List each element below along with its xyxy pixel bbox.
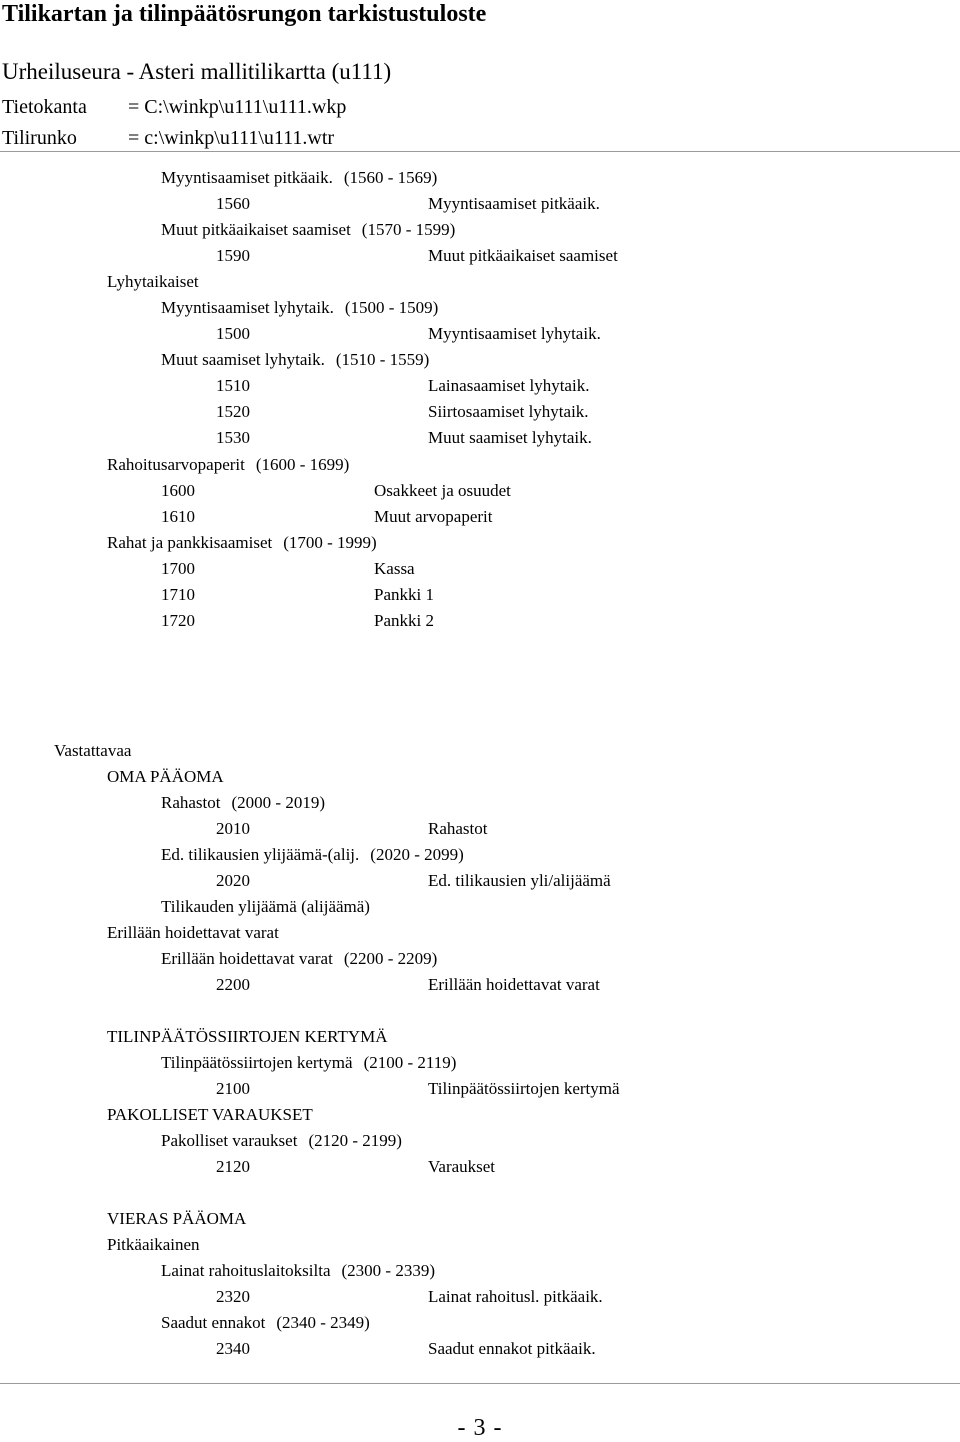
account-number: 1720 [161, 611, 195, 630]
section-line: PAKOLLISET VARAUKSET [107, 1105, 313, 1124]
account-name: Muut saamiset lyhytaik. [428, 428, 592, 447]
footer-divider [0, 1383, 960, 1384]
account-number: 1560 [216, 194, 250, 213]
account-number: 1590 [216, 246, 250, 265]
account-number: 1530 [216, 428, 250, 447]
document-title: Tilikartan ja tilinpäätösrungon tarkistustuloste [2, 1, 487, 27]
account-name: Pankki 2 [374, 611, 434, 630]
group-line: Erillään hoidettavat varat (2200 - 2209) [161, 949, 438, 968]
group-line: Saadut ennakot (2340 - 2349) [161, 1313, 370, 1332]
account-number: 2100 [216, 1079, 250, 1098]
account-name: Lainat rahoitusl. pitkäaik. [428, 1287, 603, 1306]
account-name: Lainasaamiset lyhytaik. [428, 376, 590, 395]
account-name: Siirtosaamiset lyhytaik. [428, 402, 589, 421]
account-number: 2020 [216, 871, 250, 890]
header-divider [0, 151, 960, 152]
section-line: Lyhytaikaiset [107, 272, 199, 291]
group-line: Tilinpäätössiirtojen kertymä (2100 - 2119) [161, 1053, 457, 1072]
frame-value: = c:\winkp\u111\u111.wtr [128, 127, 335, 149]
account-name: Kassa [374, 559, 415, 578]
page-number: - 3 - [457, 1415, 503, 1441]
account-number: 2320 [216, 1287, 250, 1306]
group-line: Rahoitusarvopaperit (1600 - 1699) [107, 455, 350, 474]
database-label: Tietokanta [2, 96, 87, 118]
frame-label: Tilirunko [2, 127, 77, 149]
account-number: 1500 [216, 324, 250, 343]
group-line: Muut saamiset lyhytaik. (1510 - 1559) [161, 350, 430, 369]
account-number: 1710 [161, 585, 195, 604]
account-number: 1600 [161, 481, 195, 500]
account-number: 1520 [216, 402, 250, 421]
group-line: Muut pitkäaikaiset saamiset (1570 - 1599) [161, 220, 456, 239]
section-line: TILINPÄÄTÖSSIIRTOJEN KERTYMÄ [107, 1027, 388, 1046]
group-line: Pakolliset varaukset (2120 - 2199) [161, 1131, 402, 1150]
document-subtitle: Urheiluseura - Asteri mallitilikartta (u111) [2, 59, 392, 84]
group-line: Lainat rahoituslaitoksilta (2300 - 2339) [161, 1261, 435, 1280]
account-name: Ed. tilikausien yli/alijäämä [428, 871, 611, 890]
account-number: 2200 [216, 975, 250, 994]
section-line: VIERAS PÄÄOMA [107, 1209, 247, 1228]
group-line: Ed. tilikausien ylijäämä-(alij. (2020 - 2099) [161, 845, 464, 864]
section-line: OMA PÄÄOMA [107, 767, 224, 786]
section-line: Erillään hoidettavat varat [107, 923, 279, 942]
account-name: Erillään hoidettavat varat [428, 975, 600, 994]
group-line: Rahastot (2000 - 2019) [161, 793, 325, 812]
account-name: Muut arvopaperit [374, 507, 493, 526]
account-number: 1510 [216, 376, 250, 395]
account-name: Myyntisaamiset pitkäaik. [428, 194, 600, 213]
group-line: Myyntisaamiset pitkäaik. (1560 - 1569) [161, 168, 438, 187]
group-line: Rahat ja pankkisaamiset (1700 - 1999) [107, 533, 377, 552]
account-number: 2120 [216, 1157, 250, 1176]
section-line: Pitkäaikainen [107, 1235, 200, 1254]
account-number: 2340 [216, 1339, 250, 1358]
database-value: = C:\winkp\u111\u111.wkp [128, 96, 347, 118]
account-name: Tilinpäätössiirtojen kertymä [428, 1079, 620, 1098]
account-number: 1700 [161, 559, 195, 578]
account-name: Saadut ennakot pitkäaik. [428, 1339, 596, 1358]
account-name: Rahastot [428, 819, 488, 838]
account-name: Osakkeet ja osuudet [374, 481, 511, 500]
account-number: 1610 [161, 507, 195, 526]
group-line: Tilikauden ylijäämä (alijäämä) [161, 897, 370, 916]
account-name: Varaukset [428, 1157, 496, 1176]
account-name: Muut pitkäaikaiset saamiset [428, 246, 618, 265]
account-name: Myyntisaamiset lyhytaik. [428, 324, 601, 343]
account-name: Pankki 1 [374, 585, 434, 604]
account-number: 2010 [216, 819, 250, 838]
group-line: Myyntisaamiset lyhytaik. (1500 - 1509) [161, 298, 439, 317]
section-line: Vastattavaa [54, 741, 132, 760]
